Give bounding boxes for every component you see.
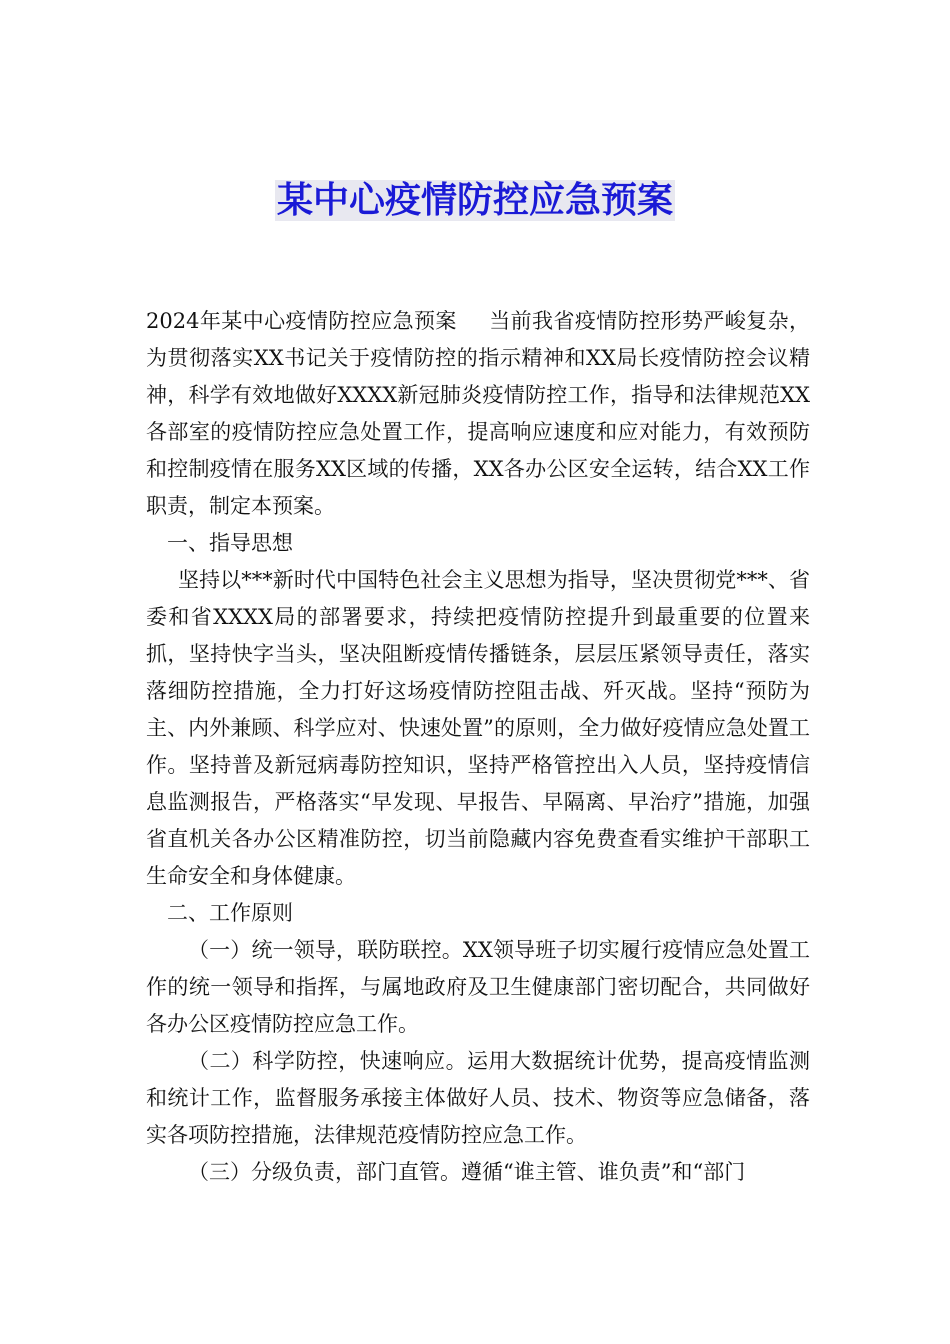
document-body [146,303,810,1191]
section-body-guiding-ideology: 坚持以***新时代中国特色社会主义思想为指导，坚决贯彻党***、省委和省XXXX局的部署要求，持续把疫情防控提升到最重要的位置来抓，坚持快字当头，坚决阻断疫情传播链条，层层压紧领导责任，落实落细防控措施，全力打好这场疫情防控阻击战、歼灭战。坚持“预防为主、内外兼顾、科学应对、快速处置”的原则，全力做好疫情应急处置工作。坚持普及新冠病毒防控知识，坚持严格管控出入人员，坚持疫情信息监测报告，严格落实“早发现、早报告、早隔离、早治疗”措施，加强省直机关各办公区精准防控，切当前隐藏内容免费查看实维护干部职工生命安全和身体健康。 [146,568,810,888]
intro-heading: 2024年某中心疫情防控应急预案 [146,309,457,333]
intro-paragraph [146,303,810,525]
section-heading-working-principles: 二、工作原则 [167,901,293,925]
principle-paragraph-2: （二）科学防控，快速响应。运用大数据统计优势，提高疫情监测和统计工作，监督服务承接主体做好人员、技术、物资等应急储备，落实各项防控措施，法律规范疫情防控应急工作。 [146,1049,810,1147]
document-title-text: 某中心疫情防控应急预案 [276,180,673,221]
principle-paragraph-3: （三）分级负责，部门直管。遵循“谁主管、谁负责”和“部门 [188,1160,746,1184]
principle-paragraph-1: （一）统一领导，联防联控。XX领导班子切实履行疫情应急处置工作的统一领导和指挥，与属地政府及卫生健康部门密切配合，共同做好各办公区疫情防控应急工作。 [146,938,810,1036]
intro-body: 当前我省疫情防控形势严峻复杂，为贯彻落实XX书记关于疫情防控的指示精神和XX局长疫情防控会议精神，科学有效地做好XXXX新冠肺炎疫情防控工作，指导和法律规范XX各部室的疫情防控应急处置工作，提高响应速度和应对能力，有效预防和控制疫情在服务XX区域的传播，XX各办公区安全运转，结合XX工作职责，制定本预案。 [146,309,810,518]
section-heading-guiding-ideology: 一、指导思想 [167,531,293,555]
document-title [0,176,950,226]
